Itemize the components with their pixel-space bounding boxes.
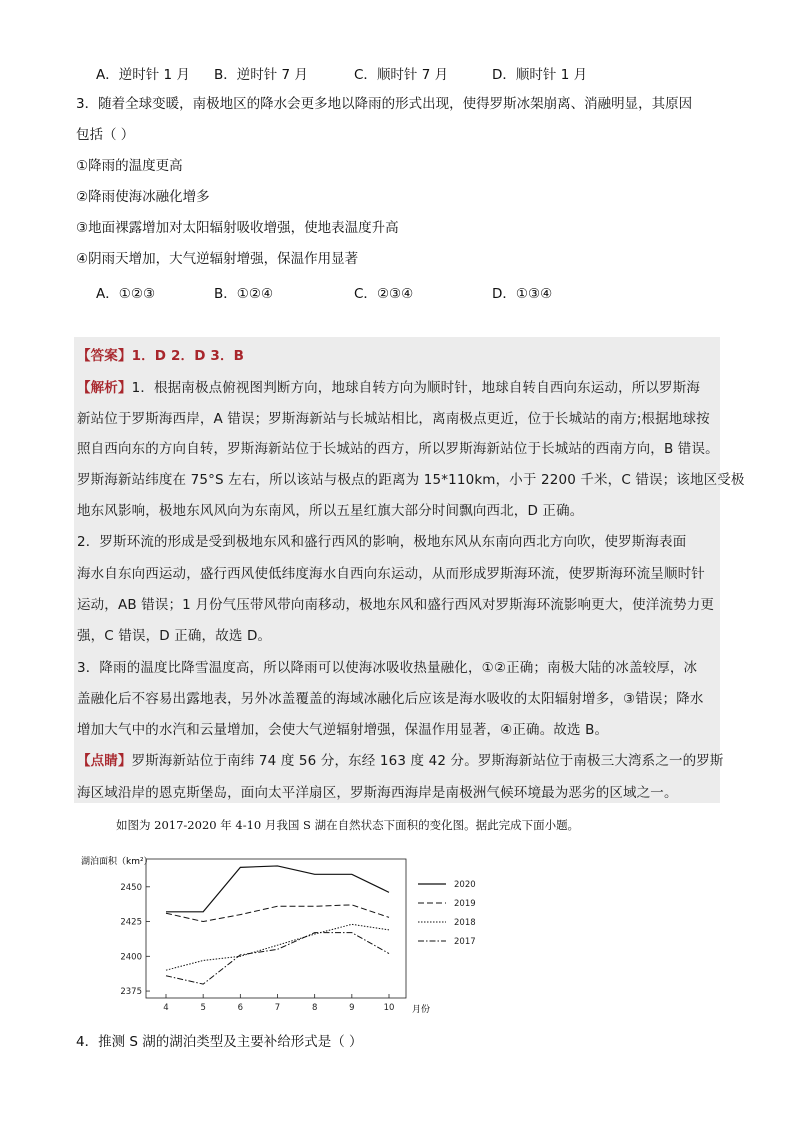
- analysis-line-7: 海水自东向西运动，盛行西风使低纬度海水自西向东运动，从而形成罗斯海环流，使罗斯海环流呈顺时针: [77, 566, 705, 582]
- analysis-line-8: 运动，AB 错误；1 月份气压带风带向南移动，极地东风和盛行西风对罗斯海环流影响更大，使洋流势力更: [77, 597, 715, 613]
- series-line-2017: [166, 933, 389, 984]
- q3-option-a: A．①②③: [96, 286, 156, 302]
- x-tick-label: 8: [311, 1003, 318, 1013]
- chart-intro: 如图为 2017-2020 年 4-10 月我国 S 湖在自然状态下面积的变化图。据此完成下面小题。: [116, 818, 580, 832]
- chart-series: [166, 866, 389, 984]
- x-tick-label: 10: [383, 1003, 395, 1013]
- q3-item-1: ①降雨的温度更高: [76, 158, 183, 174]
- x-tick-label: 4: [163, 1003, 169, 1013]
- analysis-line-3: 照自西向东的方向自转，罗斯海新站位于长城站的西方，所以罗斯海新站位于长城站的西南方向，B 错误。: [77, 441, 719, 457]
- plot-frame: [146, 859, 406, 998]
- series-line-2019: [166, 905, 389, 922]
- y-tick-label: 2425: [120, 917, 142, 928]
- q3-item-3: ③地面裸露增加对太阳辐射吸收增强，使地表温度升高: [76, 220, 399, 236]
- x-tick-label: 5: [200, 1003, 206, 1013]
- q3-stem-line2: 包括（ ）: [76, 127, 135, 143]
- analysis-line-5: 地东风影响，极地东风风向为东南风，所以五星红旗大部分时间飘向西北，D 正确。: [77, 503, 584, 519]
- x-tick-label: 9: [349, 1003, 355, 1013]
- analysis-line-6: 2．罗斯环流的形成是受到极地东风和盛行西风的影响，极地东风从东南向西北方向吹，使罗斯海表面: [77, 534, 687, 550]
- y-axis-label: 湖泊面积（km²）: [81, 857, 153, 867]
- highlight-line-1: 【点睛】罗斯海新站位于南纬 74 度 56 分，东经 163 度 42 分。罗斯海新站位于南极三大湾系之一的罗斯: [77, 753, 724, 769]
- q3-stem-line1: 3．随着全球变暖，南极地区的降水会更多地以降雨的形式出现，使得罗斯冰架崩离、消融明显，其原因: [76, 96, 693, 112]
- legend-label-2018: 2018: [454, 918, 476, 928]
- q2-option-a: A．逆时针 1 月: [96, 67, 190, 83]
- analysis-label: 【解析】: [77, 380, 132, 396]
- legend-label-2017: 2017: [454, 937, 476, 947]
- highlight-line-2: 海区域沿岸的恩克斯堡岛，面向太平洋扇区，罗斯海西海岸是南极洲气候环境最为恶劣的区域之一。: [77, 785, 678, 801]
- analysis-line-1: 【解析】1．根据南极点俯视图判断方向，地球自转方向为顺时针，地球自转自西向东运动，所以罗斯海: [77, 380, 700, 396]
- legend-label-2020: 2020: [454, 880, 476, 890]
- q2-option-b: B．逆时针 7 月: [214, 67, 308, 83]
- x-axis-label: 月份: [412, 1005, 431, 1015]
- q3-option-d: D．①③④: [492, 286, 553, 302]
- answer-key: 【答案】1．D 2．D 3．B: [77, 348, 245, 364]
- chart-legend: [418, 880, 476, 947]
- analysis-line-9: 强，C 错误，D 正确，故选 D。: [77, 628, 272, 644]
- q4-stem: 4．推测 S 湖的湖泊类型及主要补给形式是（ ）: [76, 1034, 363, 1050]
- x-tick-label: 7: [274, 1003, 281, 1013]
- y-tick-label: 2450: [120, 882, 142, 893]
- q3-item-2: ②降雨使海冰融化增多: [76, 189, 210, 205]
- analysis-line-11: 盖融化后不容易出露地表，另外冰盖覆盖的海域冰融化后应该是海水吸收的太阳辐射增多，③错误；降水: [77, 691, 704, 707]
- lake-area-chart: [76, 851, 496, 1021]
- analysis-line-12: 增加大气中的水汽和云量增加，会使大气逆辐射增强，保温作用显著，④正确。故选 B。: [77, 722, 609, 738]
- q3-option-b: B．①②④: [214, 286, 274, 302]
- x-tick-label: 6: [237, 1003, 244, 1013]
- analysis-line-4: 罗斯海新站纬度在 75°S 左右，所以该站与极点的距离为 15*110km，小于 2200 千米，C 错误；该地区受极: [77, 472, 745, 488]
- legend-label-2019: 2019: [454, 899, 476, 909]
- analysis-line-2: 新站位于罗斯海西岸，A 错误；罗斯海新站与长城站相比，离南极点更近，位于长城站的南方;根据地球按: [77, 411, 710, 427]
- q3-item-4: ④阴雨天增加，大气逆辐射增强，保温作用显著: [76, 251, 359, 267]
- analysis-line-10: 3．降雨的温度比降雪温度高，所以降雨可以使海冰吸收热量融化，①②正确；南极大陆的冰盖较厚，冰: [77, 660, 698, 676]
- q3-option-c: C．②③④: [354, 286, 414, 302]
- q2-option-c: C．顺时针 7 月: [354, 67, 449, 83]
- chart-axes: [120, 859, 406, 1013]
- q2-option-d: D．顺时针 1 月: [492, 67, 588, 83]
- series-line-2020: [166, 866, 389, 912]
- series-line-2018: [166, 924, 389, 970]
- y-tick-label: 2375: [120, 987, 142, 998]
- y-tick-label: 2400: [120, 952, 142, 963]
- highlight-label: 【点睛】: [77, 753, 132, 769]
